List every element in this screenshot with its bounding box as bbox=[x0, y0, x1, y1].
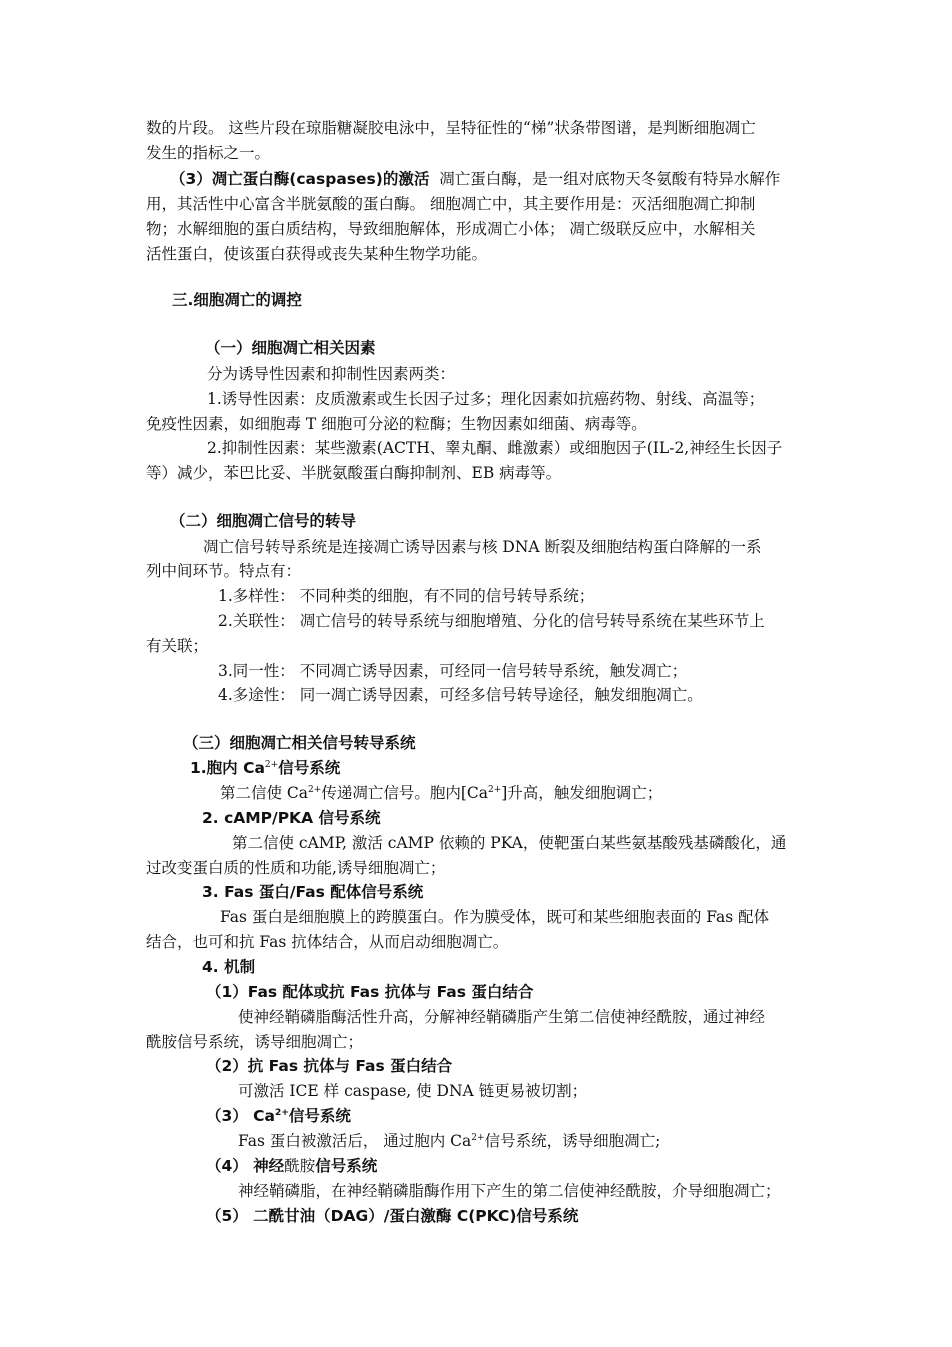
body-line: 物；水解细胞的蛋白质结构，导致细胞解体，形成凋亡小体； 凋亡级联反应中，水解相关 bbox=[146, 220, 756, 238]
body-line: 等）减少，苯巴比妥、半胱氨酸蛋白酶抑制剂、EB 病毒等。 bbox=[146, 464, 562, 482]
body-line: 凋亡信号转导系统是连接凋亡诱导因素与核 DNA 断裂及细胞结构蛋白降解的一系 bbox=[203, 538, 762, 556]
system-heading: 1.胞内 $Ca^{2+}$信号系统 bbox=[190, 759, 341, 777]
subsection-heading: （二）细胞凋亡信号的转导 bbox=[170, 512, 357, 530]
list-item: 1.多样性： 不同种类的细胞，有不同的信号转导系统； bbox=[218, 587, 595, 605]
body-line: 过改变蛋白质的性质和功能,诱导细胞凋亡； bbox=[146, 859, 446, 877]
body-line: 结合，也可和抗 Fas 抗体结合，从而启动细胞凋亡。 bbox=[146, 933, 509, 951]
body-line: 列中间环节。特点有： bbox=[146, 562, 302, 580]
body-line: 2.抑制性因素：某些激素(ACTH、睾丸酮、雌激素）或细胞因子(IL-2,神经生长因子 bbox=[207, 439, 783, 457]
body-line: Fas 蛋白是细胞膜上的跨膜蛋白。作为膜受体，既可和某些细胞表面的 Fas 配体 bbox=[220, 908, 770, 926]
body-line: 使神经鞘磷脂酶活性升高，分解神经鞘磷脂产生第二信使神经酰胺，通过神经 bbox=[238, 1008, 766, 1026]
body-line: 第二信使 cAMP, 激活 cAMP 依赖的 PKA，使靶蛋白某些氨基酸残基磷酸化，通 bbox=[232, 834, 787, 852]
mechanism-heading: （3） $Ca^{2+}$信号系统 bbox=[206, 1107, 351, 1125]
body-line: Fas 蛋白被激活后， 通过胞内 $Ca^{2+}$信号系统，诱导细胞凋亡; bbox=[238, 1132, 661, 1150]
subsection-heading: （三）细胞凋亡相关信号转导系统 bbox=[183, 734, 416, 752]
system-heading: 3. Fas 蛋白/Fas 配体信号系统 bbox=[202, 883, 424, 901]
body-line: 第二信使 $Ca^{2+}$传递凋亡信号。胞内$[Ca^{2+}]$升高，触发细胞调亡； bbox=[220, 784, 663, 802]
body-text: 凋亡蛋白酶，是一组对底物天冬氨酸有特异水解作 bbox=[439, 170, 781, 188]
list-item: 4.多途性： 同一凋亡诱导因素，可经多信号转导途径，触发细胞凋亡。 bbox=[218, 686, 703, 704]
body-line: 发生的指标之一。 bbox=[146, 144, 271, 162]
list-item: 3.同一性： 不同凋亡诱导因素，可经同一信号转导系统，触发凋亡； bbox=[218, 662, 688, 680]
system-heading: 4. 机制 bbox=[202, 958, 256, 976]
list-item: 2.关联性： 凋亡信号的转导系统与细胞增殖、分化的信号转导系统在某些环节上 bbox=[218, 612, 765, 630]
body-line: 分为诱导性因素和抑制性因素两类： bbox=[207, 365, 456, 383]
section-heading: 三.细胞凋亡的调控 bbox=[172, 291, 302, 309]
body-line: 活性蛋白，使该蛋白获得或丧失某种生物学功能。 bbox=[146, 245, 488, 263]
body-line: 可激活 ICE 样 caspase, 使 DNA 链更易被切割； bbox=[238, 1082, 588, 1100]
body-line: 数的片段。 这些片段在琼脂糖凝胶电泳中，呈特征性的“梯”状条带图谱，是判断细胞凋亡 bbox=[146, 119, 756, 137]
body-line: 酰胺信号系统，诱导细胞凋亡； bbox=[146, 1033, 364, 1051]
mechanism-heading: （5） 二酰甘油（DAG）/蛋白激酶 C(PKC)信号系统 bbox=[206, 1207, 579, 1225]
paragraph-caspases bbox=[170, 168, 780, 190]
mechanism-heading: （2）抗 Fas 抗体与 Fas 蛋白结合 bbox=[206, 1057, 453, 1075]
body-line: 神经鞘磷脂，在神经鞘磷脂酶作用下产生的第二信使神经酰胺，介导细胞凋亡； bbox=[238, 1182, 781, 1200]
body-line: 免疫性因素，如细胞毒 T 细胞可分泌的粒酶；生物因素如细菌、病毒等。 bbox=[146, 415, 647, 433]
body-line: 用，其活性中心富含半胱氨酸的蛋白酶。 细胞凋亡中，其主要作用是：灭活细胞凋亡抑制 bbox=[146, 195, 756, 213]
paragraph-heading: （3）凋亡蛋白酶(caspases)的激活 bbox=[170, 170, 430, 188]
body-line: 有关联； bbox=[146, 637, 209, 655]
system-heading: 2. cAMP/PKA 信号系统 bbox=[202, 809, 381, 827]
mechanism-heading: （4） 神经酰胺信号系统 bbox=[206, 1157, 378, 1175]
body-line: 1.诱导性因素：皮质激素或生长因子过多；理化因素如抗癌药物、射线、高温等； bbox=[207, 390, 765, 408]
mechanism-heading: （1）Fas 配体或抗 Fas 抗体与 Fas 蛋白结合 bbox=[206, 983, 534, 1001]
subsection-heading: （一）细胞凋亡相关因素 bbox=[205, 339, 376, 357]
